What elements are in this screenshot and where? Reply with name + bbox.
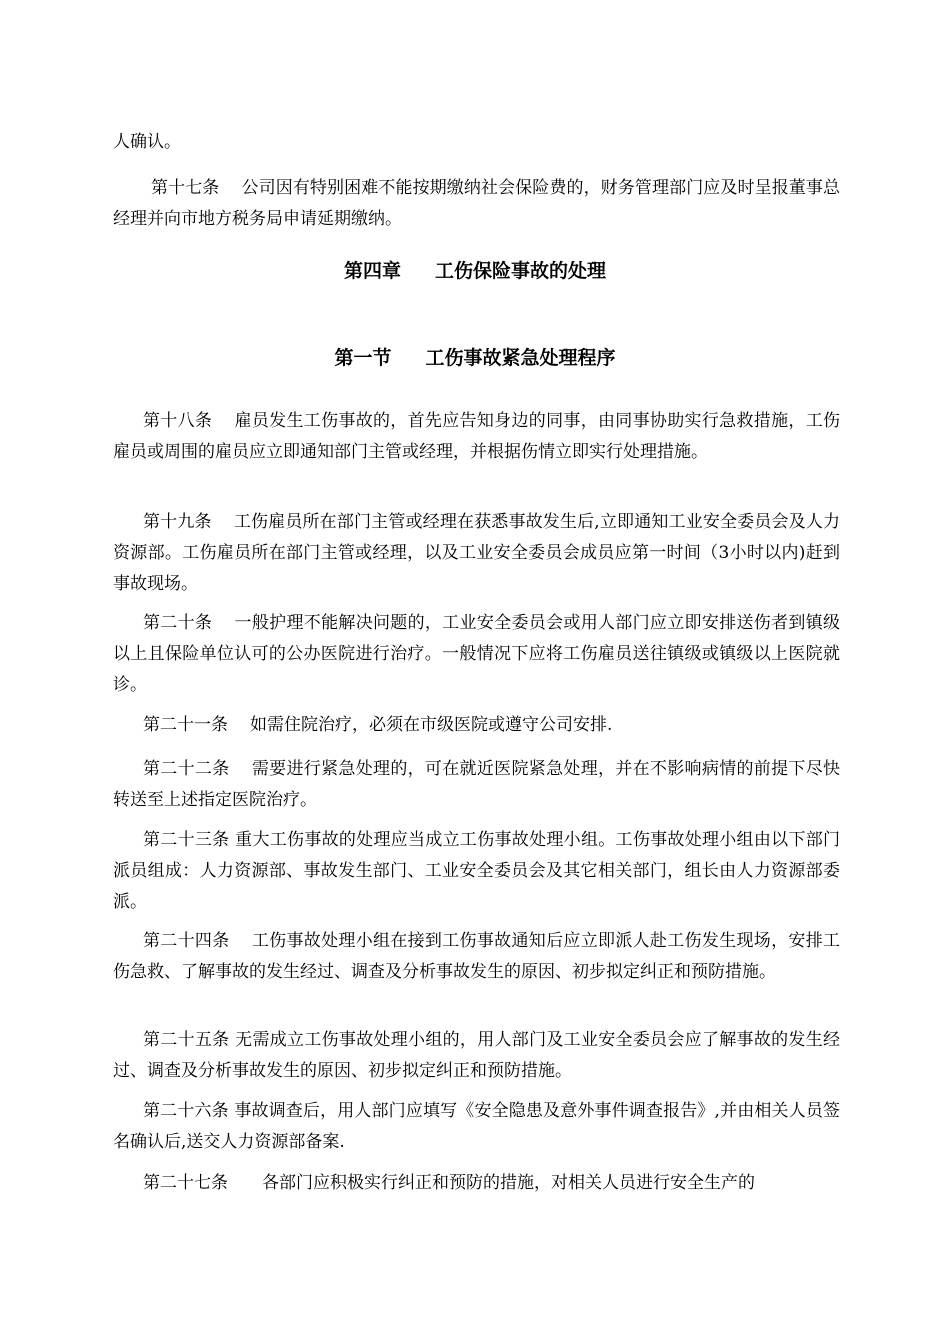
article-25 [113,1025,840,1087]
article-label: 第二十六条 [143,1101,229,1121]
article-18 [113,406,840,468]
article-21 [113,710,840,741]
article-17 [113,173,840,235]
article-26 [113,1096,840,1158]
article-label: 第二十二条 [143,759,230,779]
article-27 [113,1168,840,1199]
article-label: 第二十条 [143,613,213,633]
article-text: 各部门应积极实行纠正和预防的措施，对相关人员进行安全生产的 [262,1173,755,1193]
article-text: 如需住院治疗，必须在市级医院或遵守公司安排. [250,715,613,735]
article-label: 第二十一条 [143,715,228,735]
article-text: 事故调查后，用人部门应填写《安全隐患及意外事件调查报告》,并由相关人员签名确认后,送交人力资源部备案. [113,1101,841,1152]
article-label: 第十八条 [143,411,213,431]
chapter-label: 第四章 [343,260,401,282]
article-text: 无需成立工伤事故处理小组的，用人部门及工业安全委员会应了解事故的发生经过、调查及分析事故发生的原因、初步拟定纠正和预防措施。 [113,1030,841,1081]
article-label: 第二十三条 [143,830,230,850]
article-23 [113,825,840,918]
section-label: 第一节 [334,347,392,369]
article-label: 第十七条 [151,178,220,198]
article-19 [113,507,840,600]
article-text: 雇员发生工伤事故的，首先应告知身边的同事，由同事协助实行急救措施，工伤雇员或周围的雇员应立即通知部门主管或经理，并根据伤情立即实行处理措施。 [113,411,841,462]
article-label: 第二十七条 [143,1173,228,1193]
section-title: 工伤事故紧急处理程序 [425,347,616,369]
article-24 [113,926,840,988]
article-text: 一般护理不能解决问题的，工业安全委员会或用人部门应立即安排送伤者到镇级以上且保险单位认可的公办医院进行治疗。一般情况下应将工伤雇员送往镇级或镇级以上医院就诊。 [113,613,841,695]
article-22 [113,754,840,816]
article-text: 工伤事故处理小组在接到工伤事故通知后应立即派人赴工伤发生现场，安排工伤急救、了解事故的发生经过、调查及分析事故发生的原因、初步拟定纠正和预防措施。 [113,931,841,982]
article-label: 第二十四条 [143,931,230,951]
article-text: 工伤雇员所在部门主管或经理在获悉事故发生后,立即通知工业安全委员会及人力资源部。工伤雇员所在部门主管或经理，以及工业安全委员会成员应第一时间（3小时以内)赶到事故现场。 [113,512,841,594]
section-heading [0,343,950,370]
paragraph-text: 人确认。 [113,132,181,152]
chapter-heading [0,256,950,283]
article-text: 公司因有特别困难不能按期缴纳社会保险费的，财务管理部门应及时呈报董事总经理并向市地方税务局申请延期缴纳。 [113,178,841,229]
paragraph-continuation [113,127,840,158]
article-text: 需要进行紧急处理的，可在就近医院紧急处理，并在不影响病情的前提下尽快转送至上述指定医院治疗。 [113,759,841,810]
chapter-title: 工伤保险事故的处理 [435,260,607,282]
article-label: 第十九条 [143,512,212,532]
article-text: 重大工伤事故的处理应当成立工伤事故处理小组。工伤事故处理小组由以下部门派员组成：人力资源部、事故发生部门、工业安全委员会及其它相关部门，组长由人力资源部委派。 [113,830,841,912]
article-20 [113,608,840,701]
article-label: 第二十五条 [143,1030,230,1050]
